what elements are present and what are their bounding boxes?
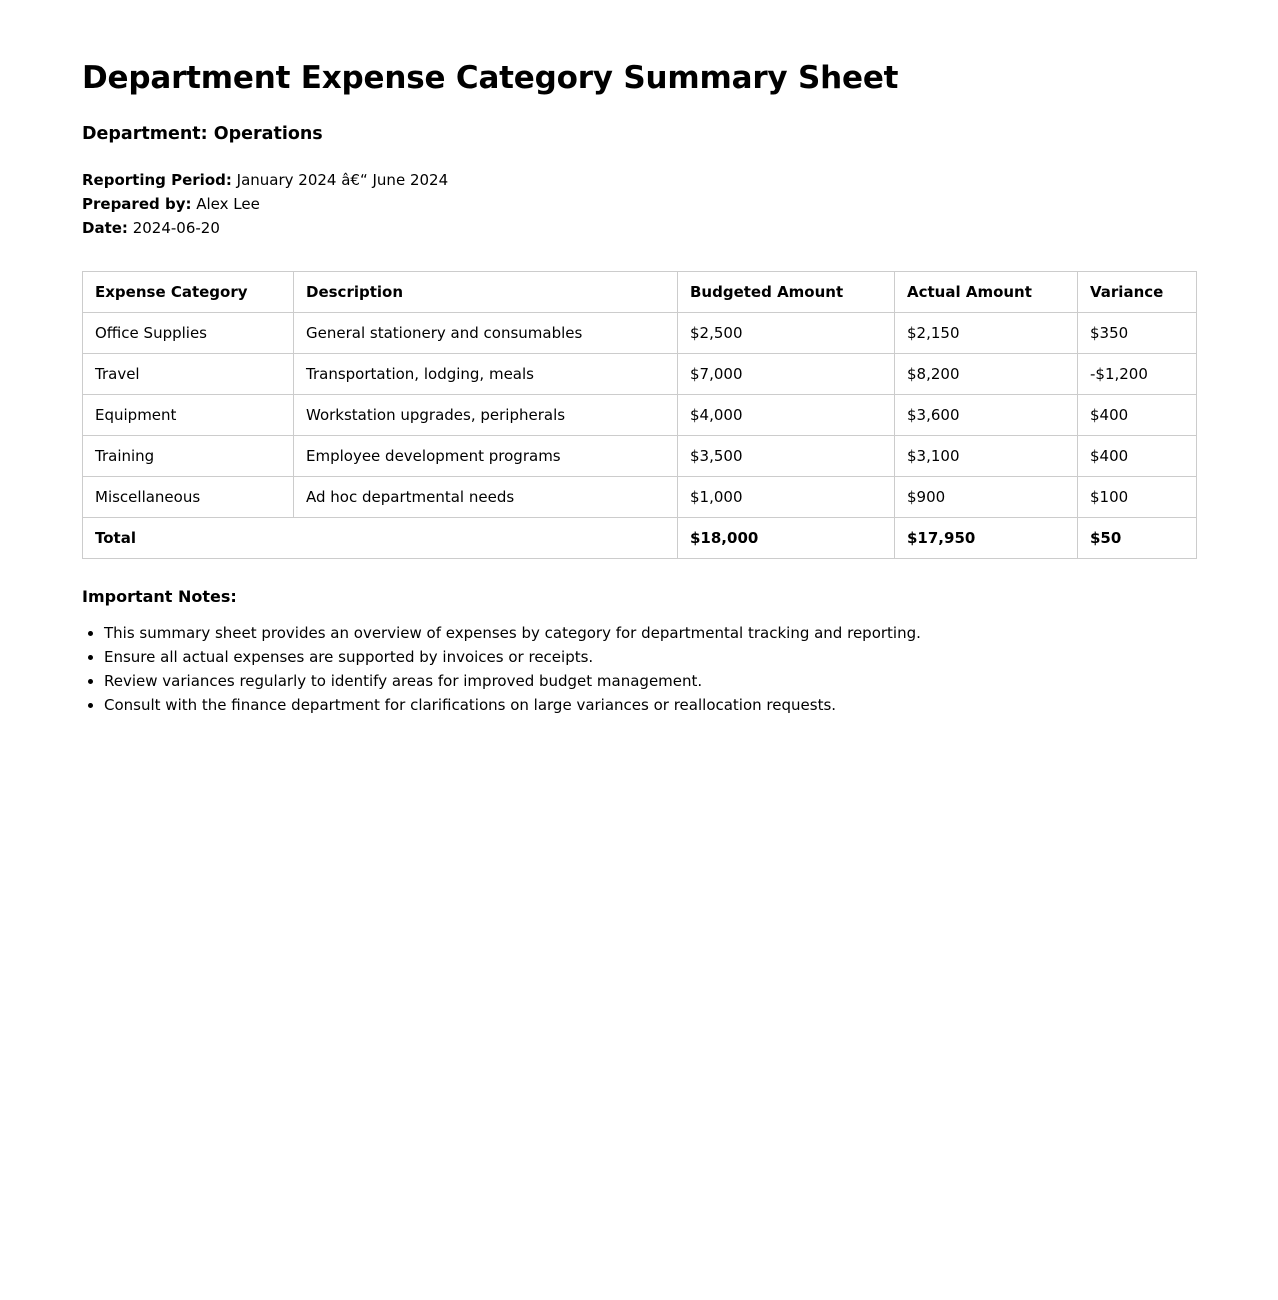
cell-actual: $900 [895,477,1078,518]
table-row [83,354,1197,395]
column-header-actual: Actual Amount [895,272,1078,313]
cell-description: General stationery and consumables [294,313,678,354]
cell-variance: $350 [1078,313,1197,354]
cell-category: Training [83,436,294,477]
cell-description: Employee development programs [294,436,678,477]
cell-variance: $400 [1078,395,1197,436]
notes-list [82,621,1196,717]
cell-category: Travel [83,354,294,395]
report-date [82,216,1196,240]
column-header-variance: Variance [1078,272,1197,313]
reporting-period-label: Reporting Period: [82,171,232,189]
cell-variance: -$1,200 [1078,354,1197,395]
total-actual: $17,950 [895,518,1078,559]
table-header-row [83,272,1197,313]
cell-category: Equipment [83,395,294,436]
total-label: Total [83,518,678,559]
reporting-period [82,168,1196,192]
table-row [83,436,1197,477]
table-row [83,477,1197,518]
prepared-by-label: Prepared by: [82,195,192,213]
cell-actual: $3,600 [895,395,1078,436]
cell-budgeted: $2,500 [678,313,895,354]
cell-description: Ad hoc departmental needs [294,477,678,518]
total-budgeted: $18,000 [678,518,895,559]
prepared-by-value: Alex Lee [196,195,260,213]
expense-table [82,271,1197,559]
cell-actual: $2,150 [895,313,1078,354]
list-item: • Review variances regularly to identify areas for improved budget management. [104,669,1196,693]
cell-description: Workstation upgrades, peripherals [294,395,678,436]
reporting-period-value: January 2024 â€“ June 2024 [236,171,449,189]
total-variance: $50 [1078,518,1197,559]
cell-budgeted: $4,000 [678,395,895,436]
page-title: Department Expense Category Summary Sheet [82,60,899,96]
total-row [83,518,1197,559]
list-item: • Consult with the finance department for clarifications on large variances or reallocation requests. [104,693,1196,717]
table-row [83,395,1197,436]
cell-category: Office Supplies [83,313,294,354]
column-header-description: Description [294,272,678,313]
department-heading: Department: Operations [82,124,323,144]
cell-actual: $8,200 [895,354,1078,395]
cell-variance: $100 [1078,477,1197,518]
date-value: 2024-06-20 [132,219,220,237]
list-item: • This summary sheet provides an overview of expenses by category for departmental tracking and reporting. [104,621,1196,645]
cell-actual: $3,100 [895,436,1078,477]
column-header-budgeted: Budgeted Amount [678,272,895,313]
column-header-category: Expense Category [83,272,294,313]
cell-description: Transportation, lodging, meals [294,354,678,395]
cell-budgeted: $7,000 [678,354,895,395]
date-label: Date: [82,219,128,237]
list-item: • Ensure all actual expenses are supported by invoices or receipts. [104,645,1196,669]
document-meta [82,168,1196,240]
cell-variance: $400 [1078,436,1197,477]
cell-budgeted: $1,000 [678,477,895,518]
notes-title: Important Notes: [82,587,237,606]
cell-budgeted: $3,500 [678,436,895,477]
cell-category: Miscellaneous [83,477,294,518]
document-page [82,56,1196,717]
prepared-by [82,192,1196,216]
table-row [83,313,1197,354]
